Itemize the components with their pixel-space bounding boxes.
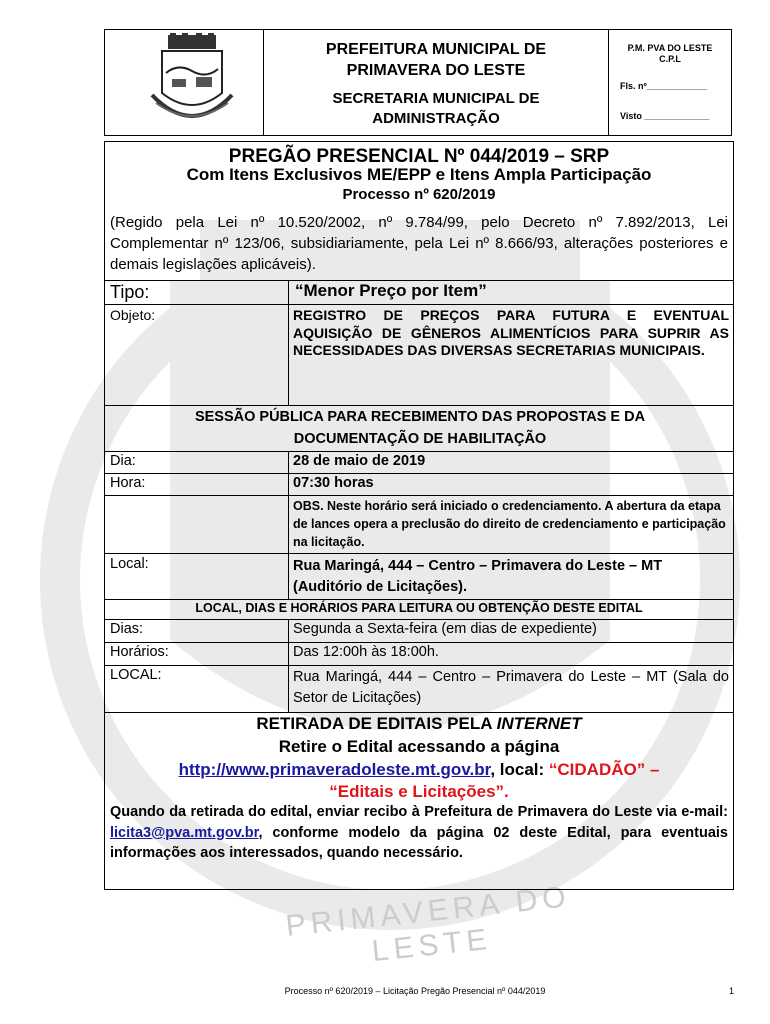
stamp-line2: C.P.L: [659, 54, 681, 64]
objeto-value: REGISTRO DE PREÇOS PARA FUTURA E EVENTUAL AQUISIÇÃO DE GÊNEROS ALIMENTÍCIOS PARA SUPRIR AS NECESSIDADES DAS DIVERSAS SECRETARIAS MUNICIPAIS.: [293, 307, 729, 358]
footer-text: Processo nº 620/2019 – Licitação Pregão Presencial nº 044/2019: [284, 986, 546, 996]
dias-value: Segunda a Sexta-feira (em dias de expediente): [293, 621, 597, 637]
editais-text: “Editais e Licitações”.: [329, 782, 509, 801]
municipal-coat-of-arms-logo: [148, 33, 236, 131]
hora-label: Hora:: [110, 475, 146, 491]
local-label: Local:: [110, 556, 149, 572]
retirada-line2: Retire o Edital acessando a página: [278, 737, 560, 756]
secretaria-line2: ADMINISTRAÇÃO: [372, 110, 500, 127]
processo-number: Processo nº 620/2019: [342, 186, 496, 203]
leitura-local-label: LOCAL:: [110, 667, 162, 683]
retirada-url-line: [106, 760, 732, 780]
prefeitura-title-line2: PRIMAVERA DO LESTE: [346, 62, 526, 79]
local-value: Rua Maringá, 444 – Centro – Primavera do Leste – MT (Auditório de Licitações).: [293, 558, 663, 595]
dias-label: Dias:: [110, 621, 144, 637]
stamp-line1: P.M. PVA DO LESTE: [627, 43, 713, 53]
secretaria-line1: SECRETARIA MUNICIPAL DE: [332, 90, 540, 107]
email-link[interactable]: licita3@pva.mt.gov.br: [110, 824, 259, 841]
retirada-para-before: Quando da retirada do edital, enviar recibo à Prefeitura de Primavera do Leste via e-mail:: [110, 804, 728, 820]
retirada-paragraph: [110, 802, 728, 864]
retirada-heading-prefix: RETIRADA DE EDITAIS PELA: [256, 714, 497, 733]
hora-value: 07:30 horas: [293, 475, 374, 491]
tipo-value: “Menor Preço por Item”: [295, 281, 487, 300]
tipo-label: Tipo:: [110, 282, 150, 302]
leitura-local-value: Rua Maringá, 444 – Centro – Primavera do Leste – MT (Sala do Setor de Licitações): [293, 669, 729, 706]
local-text: , local:: [490, 760, 549, 779]
visto-field: Visto _____________: [620, 111, 710, 121]
horarios-value: Das 12:00h às 18:00h.: [293, 644, 439, 660]
prefeitura-title-line1: PREFEITURA MUNICIPAL DE: [325, 41, 547, 58]
pregao-title: PREGÃO PRESENCIAL Nº 044/2019 – SRP: [228, 146, 610, 167]
sessao-heading: SESSÃO PÚBLICA PARA RECEBIMENTO DAS PROPOSTAS E DA DOCUMENTAÇÃO DE HABILITAÇÃO: [194, 409, 646, 447]
retirada-para-after: , conforme modelo da página 02 deste Edital, para eventuais informações aos interessados, quando necessário.: [110, 824, 728, 861]
page-number: 1: [729, 986, 735, 996]
watermark-text: PRIMAVERA DO LESTE: [284, 880, 573, 969]
retirada-heading: [106, 714, 732, 734]
fls-field: Fls. nº____________: [620, 81, 707, 91]
regido-paragraph: (Regido pela Lei nº 10.520/2002, nº 9.784/99, pelo Decreto nº 7.892/2013, Lei Complementar nº 123/06, subsidiariamente, pela Lei nº 8.666/93, alterações posteriores e demais legislações aplicáveis).: [110, 214, 728, 273]
horarios-label: Horários:: [110, 644, 169, 660]
edital-url-link[interactable]: http://www.primaveradoleste.mt.gov.br: [178, 760, 491, 779]
obs-text: OBS. Neste horário será iniciado o credenciamento. A abertura da etapa de lances opera a preclusão do direito de credenciamento e participação na licitação.: [293, 499, 726, 549]
retirada-heading-internet: INTERNET: [496, 714, 582, 733]
leitura-heading: LOCAL, DIAS E HORÁRIOS PARA LEITURA OU OBTENÇÃO DESTE EDITAL: [195, 601, 643, 615]
cidadao-text: “CIDADÃO” –: [548, 760, 660, 779]
objeto-label: Objeto:: [110, 307, 156, 323]
dia-value: 28 de maio de 2019: [293, 453, 426, 469]
dia-label: Dia:: [110, 453, 136, 469]
pregao-subtitle: Com Itens Exclusivos ME/EPP e Itens Ampla Participação: [186, 165, 652, 184]
